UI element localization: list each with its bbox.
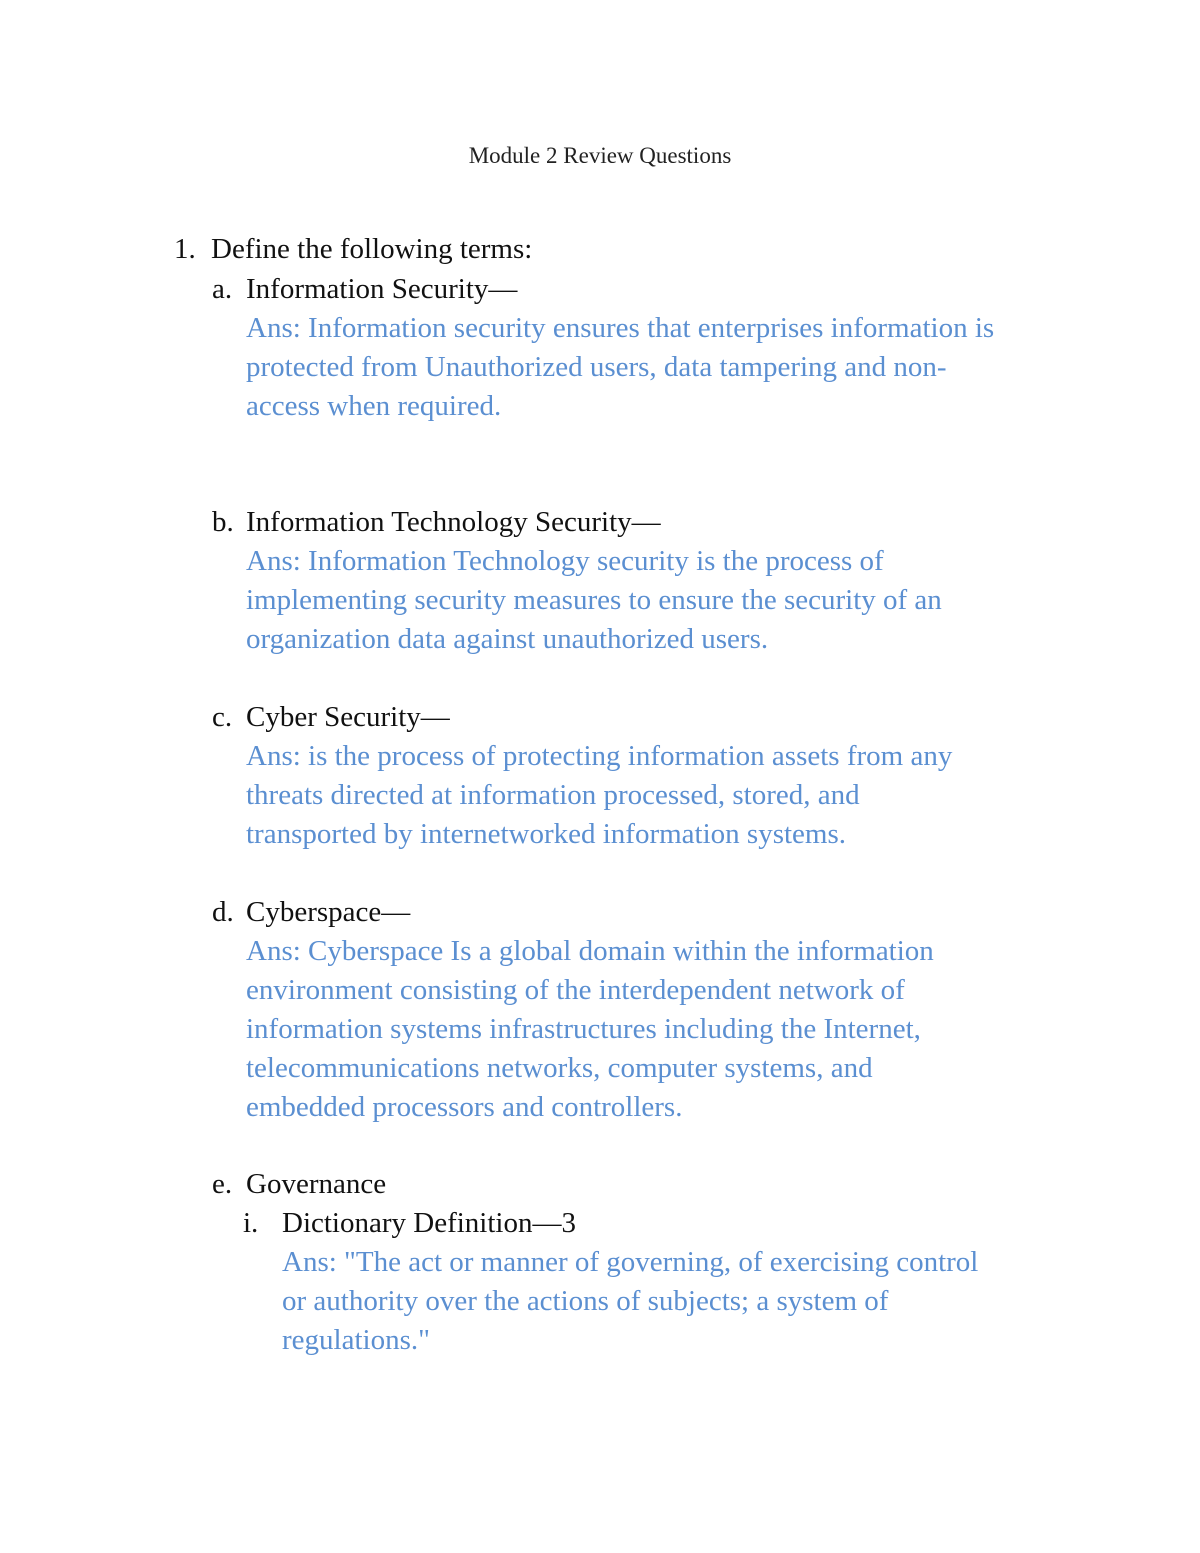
term-cyberspace: Cyberspace— — [246, 896, 411, 928]
answer-cyber-security: Ans: is the process of protecting information assets from any threats directed at information processed, stored, and transported by internetworked information systems. — [246, 740, 953, 850]
item-marker-e: e. — [212, 1168, 233, 1200]
sub-item-marker-i: i. — [243, 1207, 259, 1239]
term-dictionary-definition: Dictionary Definition—3 — [282, 1207, 576, 1239]
answer-cyberspace: Ans: Cyberspace Is a global domain within the information environment consisting of the interdependent network of information systems infrastructures including the Internet, telecommunications networks, computer systems, and embedded processors and controllers. — [246, 935, 934, 1123]
item-marker-d: d. — [212, 896, 234, 928]
page-title: Module 2 Review Questions — [468, 143, 732, 168]
term-cyber-security: Cyber Security— — [246, 701, 450, 733]
term-information-security: Information Security— — [246, 273, 518, 305]
item-marker-a: a. — [212, 273, 233, 305]
item-marker-c: c. — [212, 701, 233, 733]
term-it-security: Information Technology Security— — [246, 506, 661, 538]
term-governance: Governance — [246, 1168, 387, 1200]
answer-dictionary-definition: Ans: "The act or manner of governing, of exercising control or authority over the actions of subjects; a system of regulations." — [282, 1246, 979, 1356]
question-number: 1. — [174, 233, 196, 265]
item-marker-b: b. — [212, 506, 234, 538]
answer-it-security: Ans: Information Technology security is the process of implementing security measures to ensure the security of an organization data against unauthorized users. — [246, 545, 942, 655]
answer-information-security: Ans: Information security ensures that enterprises information is protected from Unauthorized users, data tampering and non- access when required. — [246, 312, 995, 422]
question-text: Define the following terms: — [211, 233, 533, 265]
